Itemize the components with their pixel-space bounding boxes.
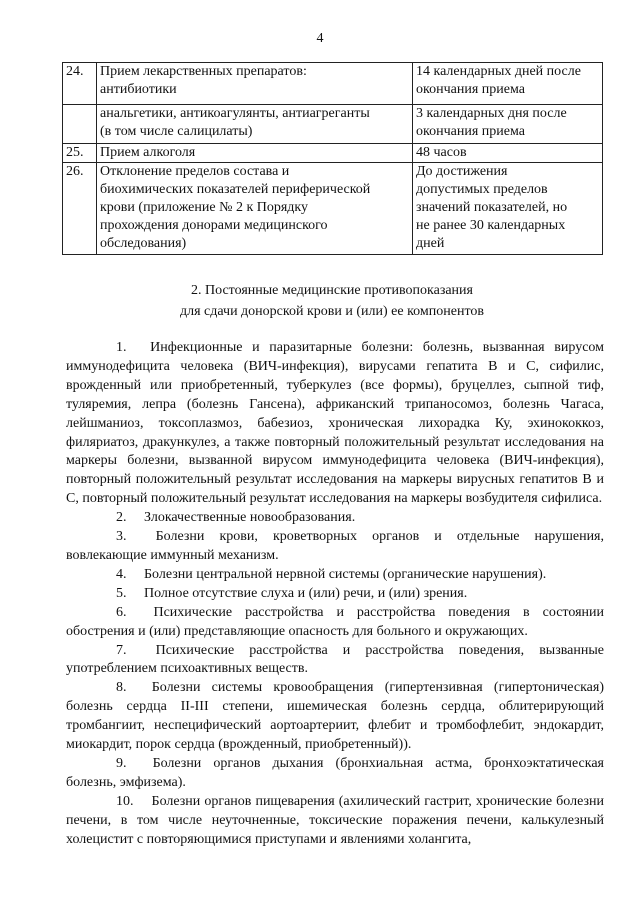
cell-line: 3 календарных дня после	[416, 106, 567, 121]
row-number: 24.	[63, 63, 97, 105]
cell-line: 48 часов	[416, 145, 467, 160]
cell-line: прохождения донорами медицинского	[100, 218, 328, 233]
row-number	[63, 105, 97, 144]
list-item: 10. Болезни органов пищеварения (ахилический гастрит, хронические болезни печени, в том числе неуточненные, токсические поражения печени, калькулезный холецистит с повторяющимися приступами и явлениями холангита,	[66, 793, 604, 847]
cell-line: Отклонение пределов состава и	[100, 164, 290, 179]
cell-line: Прием лекарственных препаратов:	[100, 64, 307, 79]
period-cell	[413, 163, 603, 255]
cell-line: биохимических показателей периферической	[100, 182, 371, 197]
table-row	[63, 63, 603, 105]
cell-line: допустимых пределов	[416, 182, 548, 197]
period-cell	[413, 105, 603, 144]
section-heading-line: 2. Постоянные медицинские противопоказания	[191, 283, 473, 298]
cell-line: Прием алкоголя	[100, 145, 196, 160]
period-cell	[413, 63, 603, 105]
cell-line: До достижения	[416, 164, 508, 179]
list-item: 2. Злокачественные новообразования.	[116, 510, 356, 526]
row-number: 26.	[63, 163, 97, 255]
cell-line: антибиотики	[100, 82, 177, 97]
contraindication-cell	[97, 63, 413, 105]
row-number: 25.	[63, 144, 97, 163]
contraindication-cell	[97, 144, 413, 163]
list-item: 7. Психические расстройства и расстройства поведения, вызванные употреблением психоактивных веществ.	[66, 642, 604, 677]
table-row	[63, 105, 603, 144]
list-item: 4. Болезни центральной нервной системы (органические нарушения).	[116, 566, 547, 582]
cell-line: обследования)	[100, 236, 187, 251]
list-item: 1. Инфекционные и паразитарные болезни: болезнь, вызванная вирусом иммунодефицита человека (ВИЧ-инфекция), вирусами гепатита В и С, сифилис, врожденный или приобретенный, туберкулез (все формы), бруцеллез, сыпной тиф, туляремия, лепра (болезнь Гансена), африканский трипаносомоз, болезнь Чагаса, лейшманиоз, токсоплазмоз, бабезиоз, хроническая лихорадка Ку, эхинококкоз, филяриатоз, дракункулез, а также повторный положительный результат исследования на маркеры болезни, вызванной вирусом иммунодефицита человека (ВИЧ-инфекция), повторный положительный результат исследования на маркеры вирусных гепатитов В и С, повторный положительный результат исследования на маркеры возбудителя сифилиса.	[66, 340, 604, 507]
page-number: 4	[316, 31, 324, 46]
cell-line: дней	[416, 236, 445, 251]
document-body	[66, 339, 604, 849]
list-item: 3. Болезни крови, кроветворных органов и отдельные нарушения, вовлекающие иммунный механизм.	[66, 529, 604, 563]
contraindication-cell	[97, 163, 413, 255]
list-item: 5. Полное отсутствие слуха и (или) речи, и (или) зрения.	[116, 585, 468, 601]
contraindication-cell	[97, 105, 413, 144]
cell-line: крови (приложение № 2 к Порядку	[100, 200, 309, 215]
contraindications-table	[62, 62, 603, 255]
table-row	[63, 163, 603, 255]
cell-line: (в том числе салицилаты)	[100, 124, 253, 139]
cell-line: анальгетики, антикоагулянты, антиагреганты	[100, 106, 370, 121]
list-item: 8. Болезни системы кровообращения (гипертензивная (гипертоническая) болезнь сердца II-III степени, ишемическая болезнь сердца, облитерирующий тромбангиит, неспецифический аортоартериит, флебит и тромбофлебит, эндокардит, миокардит, порок сердца (врожденный, приобретенный)).	[66, 680, 604, 753]
cell-line: окончания приема	[416, 124, 525, 139]
period-cell	[413, 144, 603, 163]
cell-line: 14 календарных дней после	[416, 64, 581, 79]
list-item: 9. Болезни органов дыхания (бронхиальная астма, бронхоэктатическая болезнь, эмфизема).	[66, 755, 604, 790]
list-item: 6. Психические расстройства и расстройства поведения в состоянии обострения и (или) представляющие опасность для больного и окружающих.	[66, 604, 604, 639]
table-row	[63, 144, 603, 163]
section-heading-line: для сдачи донорской крови и (или) ее компонентов	[179, 304, 485, 319]
cell-line: значений показателей, но	[416, 200, 568, 215]
cell-line: окончания приема	[416, 82, 525, 97]
section-heading	[62, 280, 602, 322]
cell-line: не ранее 30 календарных	[416, 218, 566, 233]
